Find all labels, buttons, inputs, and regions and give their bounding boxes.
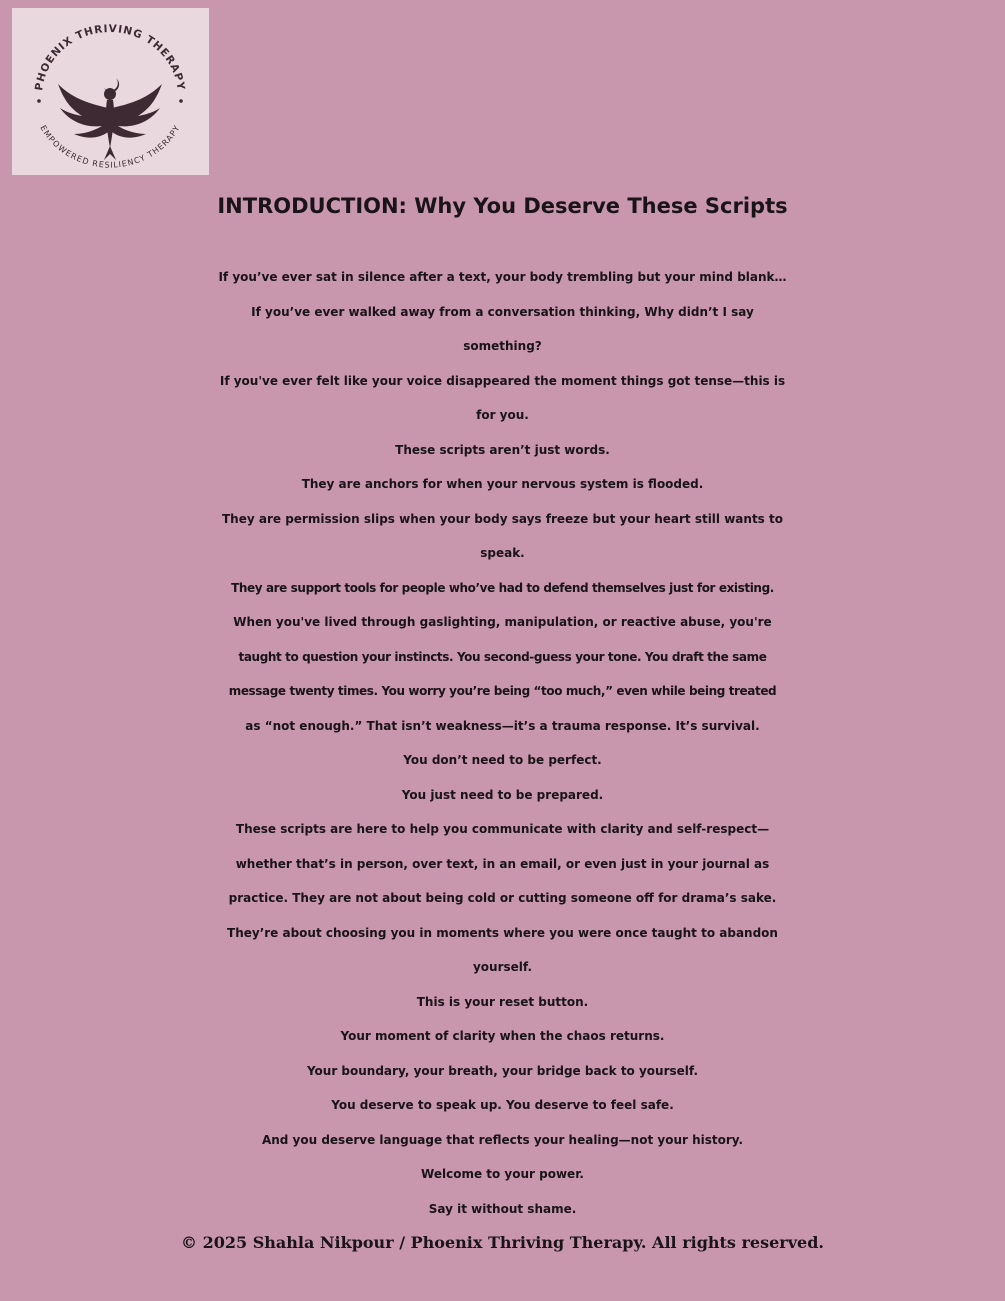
logo	[12, 8, 209, 175]
body-line: taught to question your instincts. You second-guess your tone. You draft the same	[238, 649, 767, 664]
body-line: for you.	[476, 408, 529, 422]
body-line: practice. They are not about being cold or cutting someone off for drama’s sake.	[228, 891, 777, 905]
body-line: If you've ever felt like your voice disappeared the moment things got tense—this is	[219, 373, 786, 388]
body-line: These scripts are here to help you communicate with clarity and self-respect—	[235, 822, 770, 836]
body-line: whether that’s in person, over text, in an email, or even just in your journal as	[235, 856, 770, 871]
body-line: These scripts aren’t just words.	[395, 442, 610, 457]
page-title: INTRODUCTION: Why You Deserve These Scripts	[217, 194, 788, 218]
body-line: They are permission slips when your body says freeze but your heart still wants to	[222, 511, 783, 526]
phoenix-icon	[58, 84, 162, 160]
body-line: They’re about choosing you in moments where you were once taught to abandon	[227, 925, 778, 940]
copyright-notice: © 2025 Shahla Nikpour / Phoenix Thriving Therapy. All rights reserved.	[181, 1233, 824, 1252]
logo-ring-text-top: PHOENIX THRIVING THERAPY	[33, 22, 187, 92]
body-line: Your moment of clarity when the chaos returns.	[340, 1029, 665, 1043]
body-line: Your boundary, your breath, your bridge back to yourself.	[306, 1063, 699, 1078]
logo-ring-text-bottom: EMPOWERED RESILIENCY THERAPY	[38, 123, 182, 170]
body-line: If you’ve ever walked away from a conversation thinking, Why didn’t I say	[251, 304, 754, 319]
body-line: Say it without shame.	[428, 1201, 577, 1216]
body-line: If you’ve ever sat in silence after a text, your body trembling but your mind blank…	[218, 270, 787, 284]
body-line: as “not enough.” That isn’t weakness—it’s a trauma response. It’s survival.	[245, 718, 760, 733]
logo-dot-left	[37, 99, 41, 103]
body-line: speak.	[480, 546, 525, 560]
body-line: You deserve to speak up. You deserve to feel safe.	[331, 1098, 674, 1112]
logo-dot-right	[179, 99, 183, 103]
body-line: They are anchors for when your nervous system is flooded.	[301, 477, 704, 491]
body-line: They are support tools for people who’ve had to defend themselves just for existing.	[231, 580, 774, 595]
body-line: When you've lived through gaslighting, manipulation, or reactive abuse, you're	[233, 615, 772, 629]
body-line: yourself.	[472, 960, 533, 974]
body-line: Welcome to your power.	[421, 1167, 584, 1181]
body-text	[0, 260, 1005, 1226]
body-line: And you deserve language that reflects your healing—not your history.	[261, 1132, 744, 1147]
body-line: You don’t need to be perfect.	[403, 753, 602, 767]
body-line: something?	[463, 339, 542, 353]
body-line: This is your reset button.	[416, 994, 589, 1009]
logo-emblem	[12, 8, 209, 175]
body-line: message twenty times. You worry you’re being “too much,” even while being treated	[228, 684, 777, 698]
body-line: You just need to be prepared.	[401, 787, 604, 802]
